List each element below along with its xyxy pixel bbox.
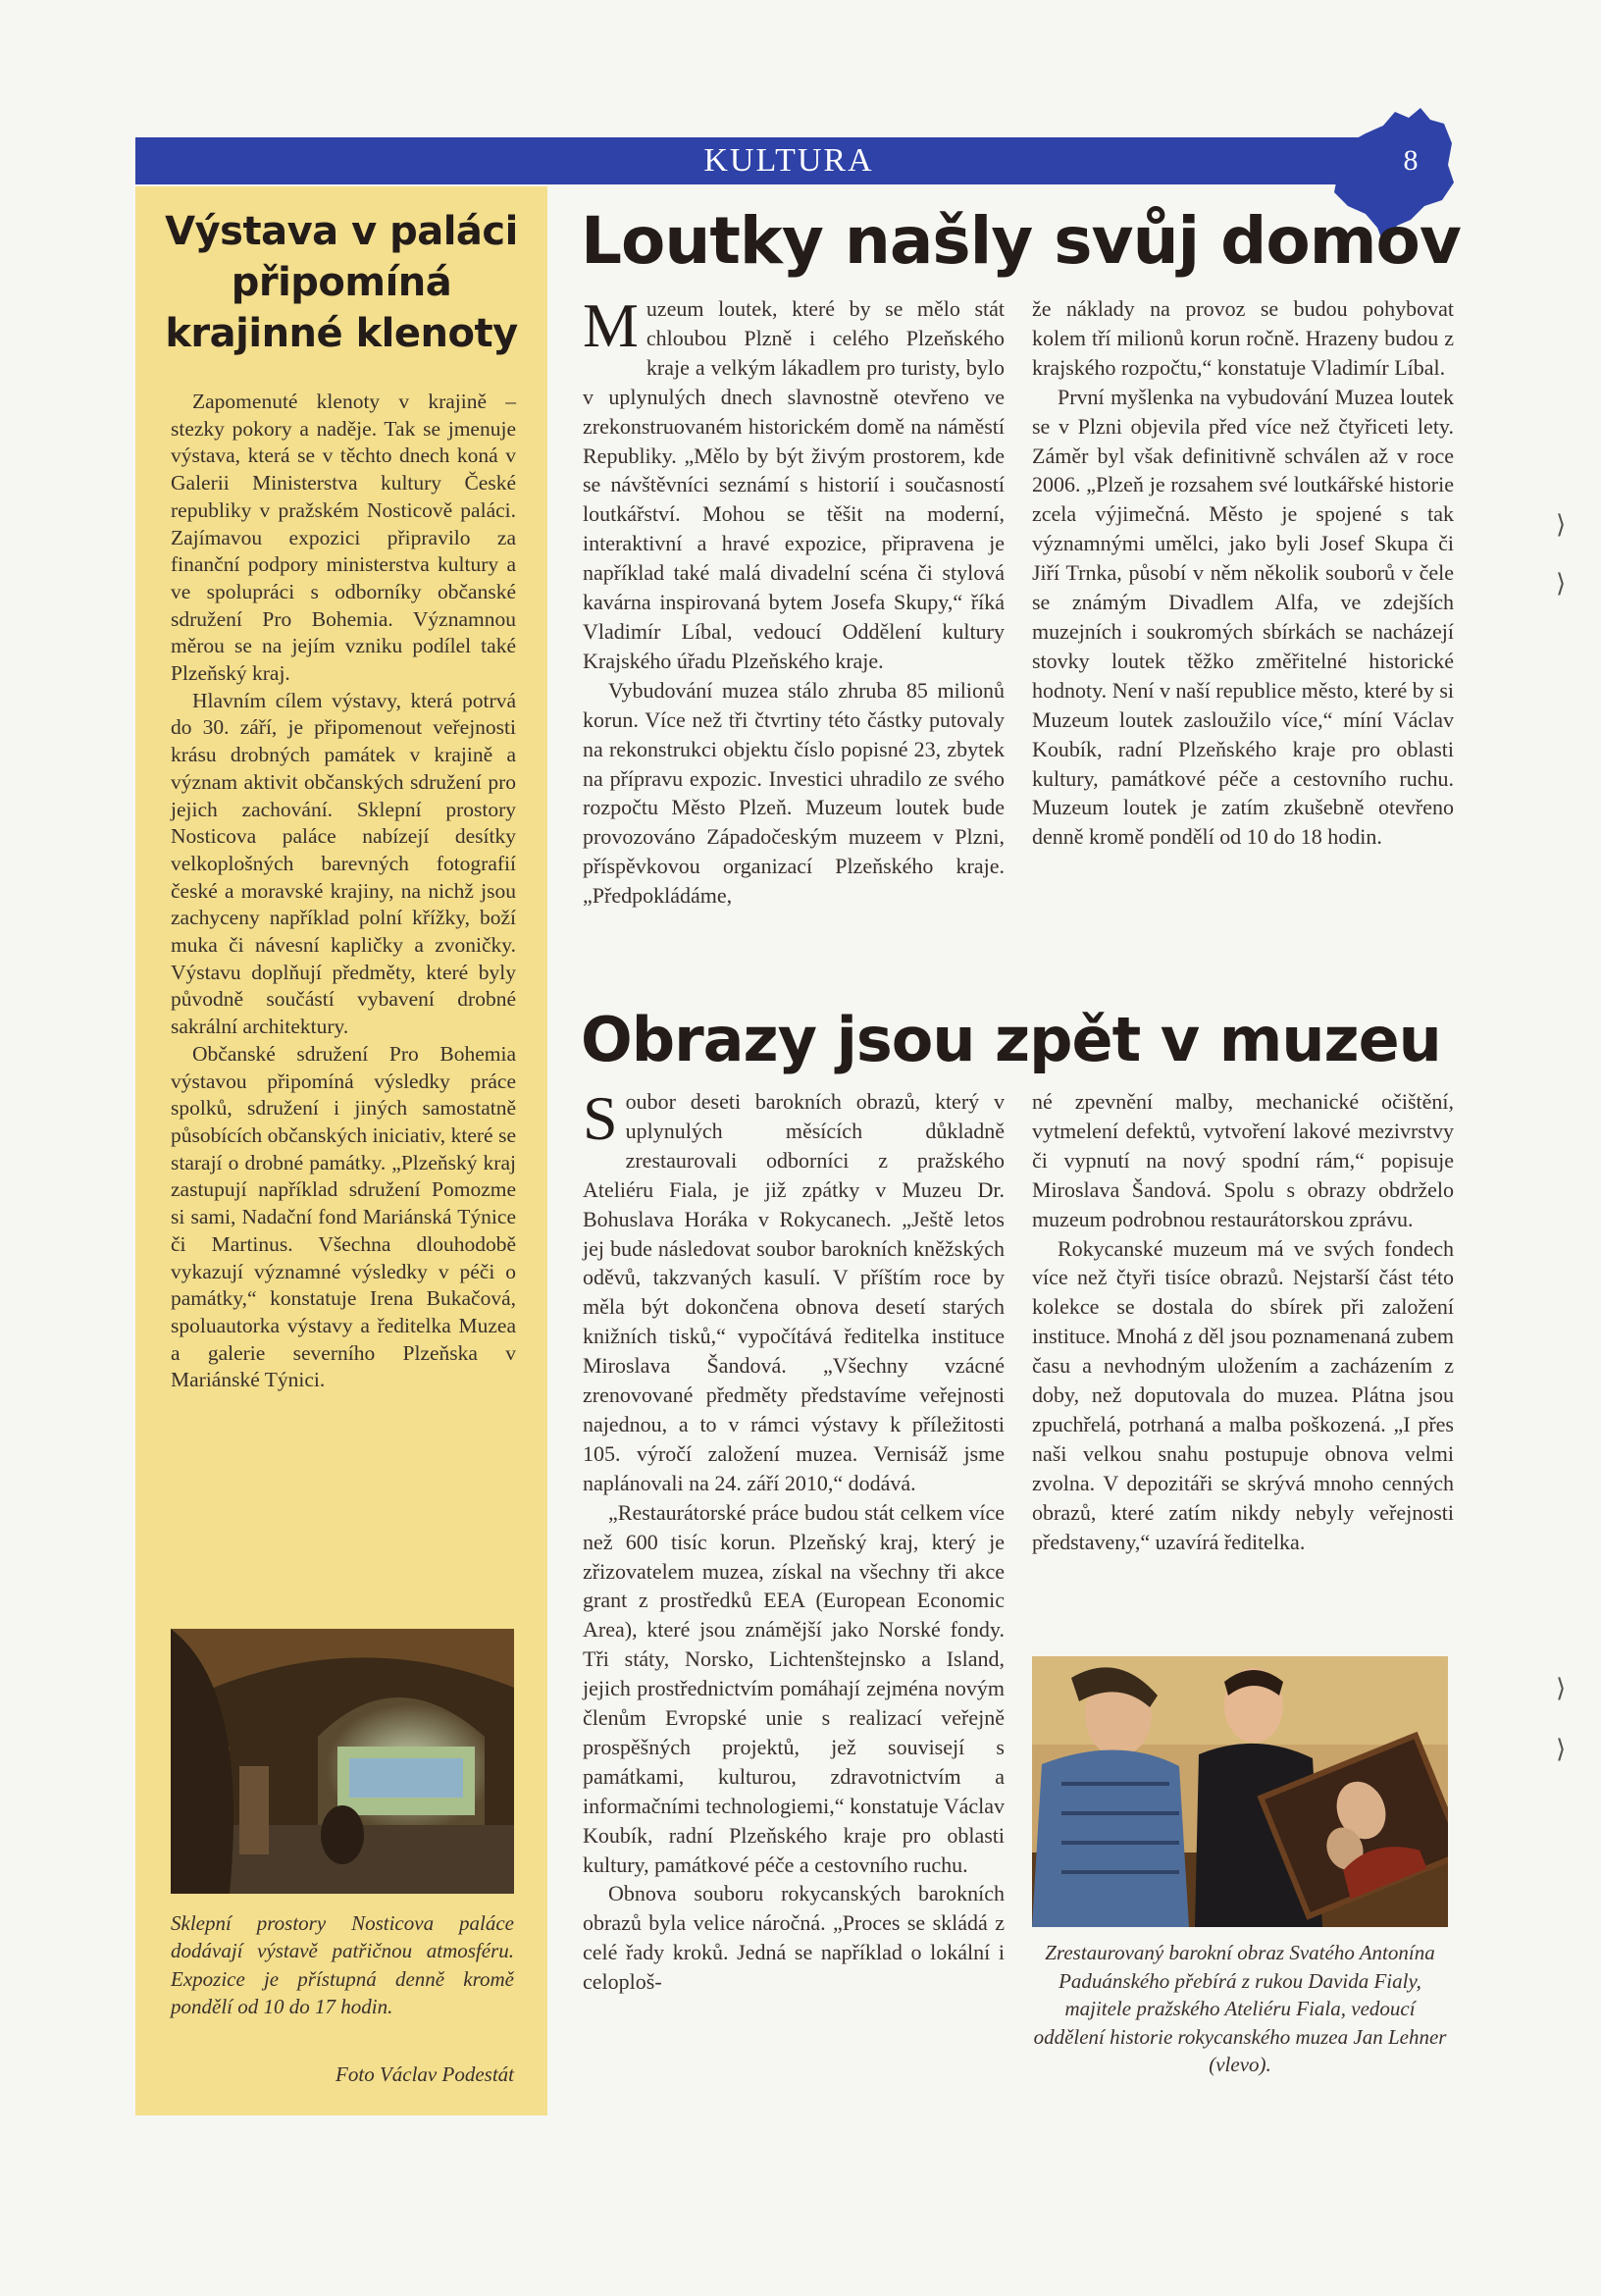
sidebar-paragraph: Hlavním cílem výstavy, která potrvá do 30. září, je připomenout veřejnosti krásu drobných památek v krajině a význam aktivit občanských sdružení pro jejich zachování. Sklepní prostory Nosticova paláce nabízejí desítky velkoplošných barevných fotografií české a moravské krajiny, na nichž jsou zachyceny například polní křížky, boží muka či návesní kapličky a zvoničky. Výstavu doplňují předměty, které byly původně součástí vybavení drobné sakrální architektury. [171,688,516,1039]
cellar-exhibition-photo [171,1629,514,1894]
article-2-column-right [1032,1087,1454,1557]
sidebar-article-body [171,389,516,1394]
article-2-lead-text: oubor deseti barokních obrazů, který v uplynulých měsících důkladně zrestaurovali odborníci z pražského Ateliéru Fiala, je již zpátky v Muzeu Dr. Bohuslava Horáka v Rokycanech. „Ještě letos jej bude následovat soubor barokních kněžských oděvů, takzvaných kasulí. V příštím roce by měla být dokončena obnova desetí starých knižních tisků,“ vypočítává ředitelka instituce Miroslava Šandová. „Všechny vzácné zrenovované předměty představíme veřejnosti najednou, a to v rámci výstavy k příležitosti 105. výročí založení muzea. Vernisáž jsme naplánovali na 24. září 2010,“ dodává. [583,1089,1005,1495]
article-2-column-left [583,1083,1005,1997]
section-title: KULTURA [703,142,874,179]
margin-mark: ⟩ [1556,1674,1567,1703]
margin-mark: ⟩ [1556,569,1567,599]
article-1-column-left [583,290,1005,911]
article-1-lead-text: uzeum loutek, které by se mělo stát chloubou Plzně i celého Plzeňského kraje a velkým lákadlem pro turisty, bylo v uplynulých dnech slavnostně otevřeno ve zrekonstruovaném historickém domě na náměstí Republiky. „Mělo by být živým prostorem, kde se návštěvníci seznámí s historií i současností loutkářství. Mohou se těšit na moderní, interaktivní a hravé expozice, připravena je například také malá divadelní scéna či stylová kavárna inspirovaná bytem Josefa Skupy,“ říká Vladimír Líbal, vedoucí Oddělení kultury Krajského úřadu Plzeňského kraje. [583,296,1005,673]
article-1-paragraph: Vybudování muzea stálo zhruba 85 milionů korun. Více než tři čtvrtiny této částky putovaly na rekonstrukci objektu číslo popisné 23, zbytek na přípravu expozic. Investici uhradilo ze svého rozpočtu Město Plzeň. Muzeum loutek bude provozováno Západočeským muzeem v Plzni, příspěvkovou organizací Plzeňského kraje. „Předpokládáme, [583,677,1005,909]
margin-mark: ⟩ [1556,1735,1567,1764]
sidebar-paragraph: Zapomenuté klenoty v krajině – stezky pokory a naděje. Tak se jmenuje výstava, která se v těchto dnech koná v Galerii Ministerstva kultury České republiky v pražském Nosticově paláci. Zajímavou expozici připravilo za finanční podpory ministerstva kultury a ve spolupráci s odborníky občanské sdružení Pro Bohemia. Významnou měrou se na jejím vzniku podílel také Plzeňský kraj. [171,390,516,686]
painting-handover-photo [1032,1656,1448,1927]
dropcap: S [583,1083,618,1153]
article-2-lead-paragraph [583,1083,1005,1498]
margin-mark: ⟩ [1556,510,1567,540]
page-number: 8 [1403,144,1419,177]
sidebar-photo-credit: Foto Václav Podestát [336,2062,514,2086]
article-2-paragraph: né zpevnění malby, mechanické očištění, vytmelení defektů, vytvoření lakové mezivrstvy či vypnutí na nový spodní rám,“ popisuje Miroslava Šandová. Spolu s obrazy obdrželo muzeum podrobnou restaurátorskou zprávu. [1032,1089,1454,1231]
article-2-paragraph: Obnova souboru rokycanských barokních obrazů byla velice náročná. „Proces se skládá z celé řady kroků. Jedná se například o lokální i celoploš- [583,1881,1005,1995]
article-2-paragraph: „Restaurátorské práce budou stát celkem více než 600 tisíc korun. Plzeňský kraj, který je zřizovatelem muzea, získal na všechny tři akce grant z prostředků EEA (European Economic Area), které jsou známější jako Norské fondy. Tři státy, Norsko, Lichtenštejnsko a Island, jejich prostřednictvím pomáhají zejména novým členům Evropské unie s realizací veřejně prospěšných projektů, jež souvisejí s památkami, kulturou, zdravotnictvím a informačními technologiemi,“ konstatuje Václav Koubík, radní Plzeňského kraje pro oblasti kultury, památkové péče a cestovního ruchu. [583,1499,1005,1877]
article-1-paragraph: že náklady na provoz se budou pohybovat kolem tří milionů korun ročně. Hrazeny budou z krajského rozpočtu,“ konstatuje Vladimír Líbal. [1032,296,1454,380]
article-2-paragraph: Rokycanské muzeum má ve svých fondech více než čtyři tisíce obrazů. Nejstarší část této kolekce se dostala do sbírek při založení instituce. Mnohá z děl jsou poznamenaná zubem času a nevhodným uložením a zacházením z doby, než doputovala do muzea. Plátna jsou zpuchřelá, potrhaná a malba poškozená. „I přes naši velkou snahu postupuje obnova velmi zvolna. V depozitáři se skrývá mnoho cenných obrazů, které zatím nikdy nebyly veřejnosti představeny,“ uzavírá ředitelka. [1032,1235,1454,1554]
dropcap: M [583,290,639,360]
sidebar-paragraph: Občanské sdružení Pro Bohemia výstavou připomíná výsledky práce spolků, sdružení i jiných samostatně působících občanských iniciativ, které se starají o drobné památky. „Plzeňský kraj zastupují například sdružení Pomozme si sami, Nadační fond Mariánská Týnice či Martinus. Všechna dlouhodobě vykazují významné výsledky v péči o památky,“ konstatuje Irena Bukačová, spoluautorka výstavy a ředitelka Muzea a galerie severního Plzeňska v Mariánské Týnici. [171,1041,516,1392]
article-1-column-right [1032,294,1454,852]
article-2-headline: Obrazy jsou zpět v muzeu [581,1004,1441,1075]
sidebar-photo-caption: Sklepní prostory Nosticova paláce dodávají výstavě patřičnou atmosféru. Expozice je přístupná denně kromě pondělí od 10 do 17 hodin. [171,1911,514,2018]
article-1-headline: Loutky našly svůj domov [581,203,1461,279]
sidebar-box [135,186,547,2115]
article-1-lead-paragraph [583,290,1005,676]
painting-photo-caption: Zrestaurovaný barokní obraz Svatého Antonína Paduánského přebírá z rukou Davida Fialy, majitele pražského Ateliéru Fiala, vedoucí oddělení historie rokycanského muzea Jan Lehner (vlevo). [1033,1941,1447,2076]
article-1-paragraph: První myšlenka na vybudování Muzea loutek se v Plzni objevila před více než čtyřiceti lety. Záměr byl však definitivně schválen až v roce 2006. „Plzeň je rozsahem své loutkářské historie zcela výjimečná. Město je spojené s tak významnými umělci, jako byli Josef Skupa či Jiří Trnka, působí v něm několik souborů v čele se známým Divadlem Alfa, ve zdejších muzejních i soukromých sbírkách se nacházejí stovky loutek těžko změřitelné historické hodnoty. Není v naší republice město, které by si Muzeum loutek zasloužilo více,“ míní Václav Koubík, radní Plzeňského kraje pro oblasti kultury, památkové péče a cestovního ruchu. Muzeum loutek je zatím zkušebně otevřeno denně kromě pondělí od 10 do 18 hodin. [1032,384,1454,850]
section-header-bar [135,137,1442,184]
sidebar-headline: Výstava v paláci připomíná krajinné klenoty [165,209,518,356]
